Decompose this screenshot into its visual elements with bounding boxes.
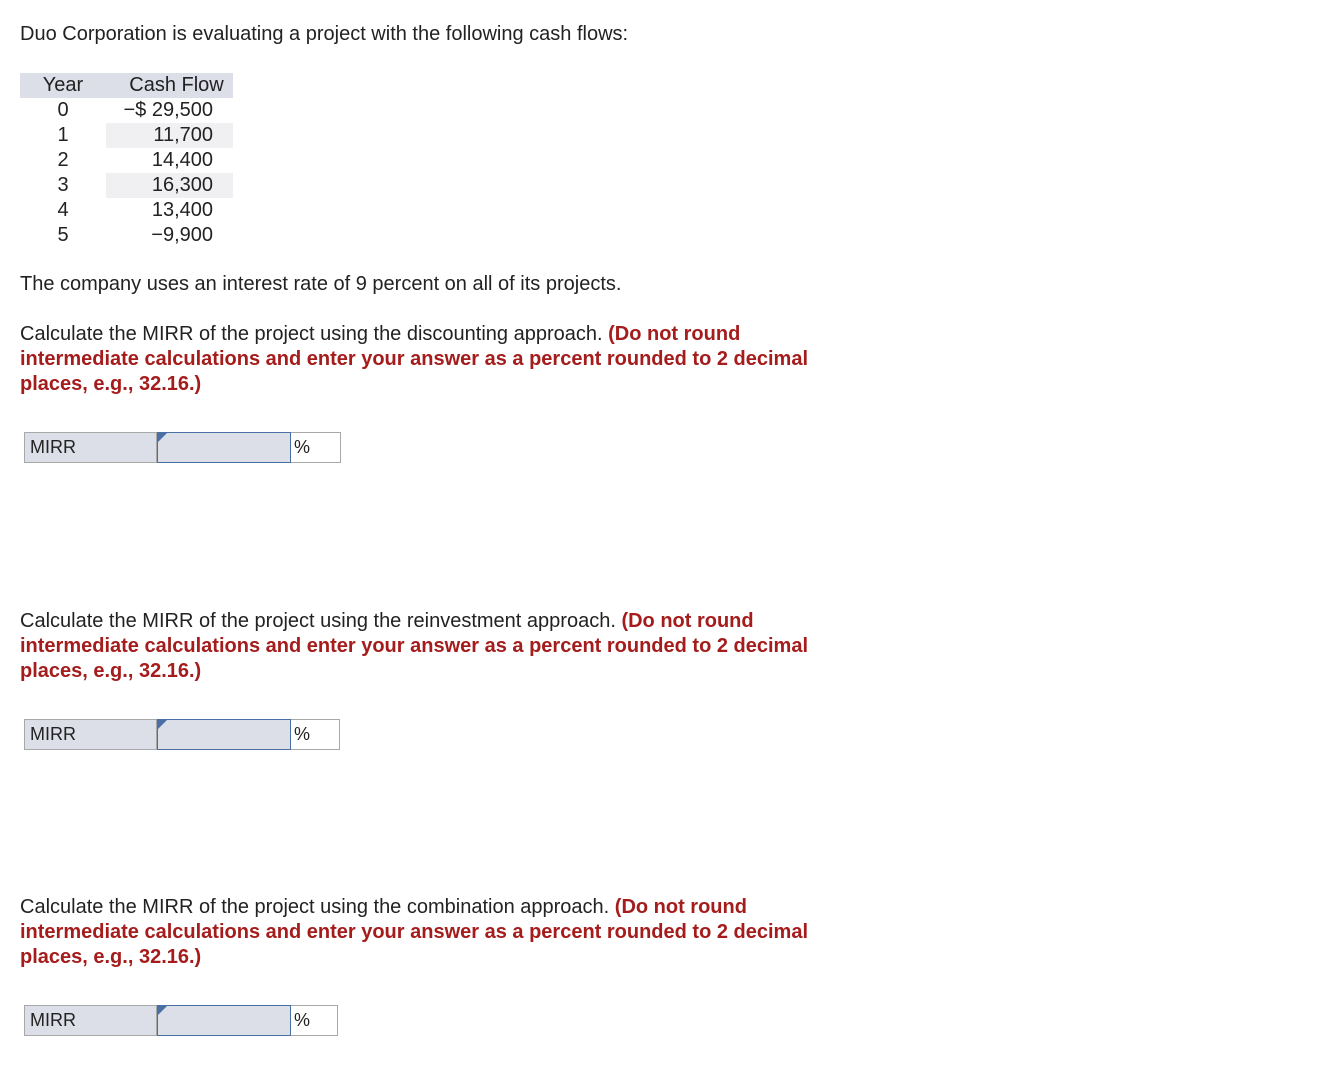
instruction-text: (Do not round xyxy=(621,610,754,632)
table-row xyxy=(20,148,233,173)
table-row xyxy=(20,223,233,248)
percent-unit: % xyxy=(291,719,340,750)
question-lead: Calculate the MIRR of the project using the reinvestment approach. xyxy=(20,610,616,632)
mirr-answer-row-reinvestment xyxy=(24,719,340,750)
instruction-text: (Do not round xyxy=(608,323,741,345)
instruction-text: intermediate calculations and enter your answer as a percent rounded to 2 decimal xyxy=(20,921,809,943)
mirr-answer-row-combination xyxy=(24,1005,338,1036)
question-lead: Calculate the MIRR of the project using the combination approach. xyxy=(20,896,610,918)
table-row xyxy=(20,98,233,123)
column-header-cash-flow: Cash Flow xyxy=(129,74,224,96)
mirr-input-reinvestment[interactable] xyxy=(157,719,291,750)
instruction-text: intermediate calculations and enter your answer as a percent rounded to 2 decimal xyxy=(20,348,809,370)
mirr-answer-row-discounting xyxy=(24,432,341,463)
percent-unit: % xyxy=(291,1005,338,1036)
cash-flow-cell: 14,400 xyxy=(151,149,213,171)
instruction-text: intermediate calculations and enter your answer as a percent rounded to 2 decimal xyxy=(20,635,809,657)
column-header-year: Year xyxy=(42,74,84,96)
question-lead: Calculate the MIRR of the project using the discounting approach. xyxy=(20,323,603,345)
mirr-label: MIRR xyxy=(24,1005,157,1036)
year-cell: 3 xyxy=(57,174,69,196)
question-combination xyxy=(20,895,808,970)
table-row xyxy=(20,198,233,223)
cash-flow-cell: −9,900 xyxy=(151,224,213,246)
cash-flow-cell: 13,400 xyxy=(151,199,213,221)
instruction-text: places, e.g., 32.16.) xyxy=(20,373,202,395)
year-cell: 5 xyxy=(57,224,69,246)
mirr-input-discounting[interactable] xyxy=(157,432,291,463)
year-cell: 2 xyxy=(57,149,69,171)
table-header-row xyxy=(20,73,233,98)
table-row xyxy=(20,173,233,198)
interest-rate-statement: The company uses an interest rate of 9 percent on all of its projects. xyxy=(20,273,622,295)
percent-unit: % xyxy=(291,432,341,463)
instruction-text: places, e.g., 32.16.) xyxy=(20,660,202,682)
problem-intro: Duo Corporation is evaluating a project with the following cash flows: xyxy=(20,23,629,45)
question-reinvestment xyxy=(20,609,808,684)
mirr-input-wrapper xyxy=(157,432,291,463)
mirr-input-combination[interactable] xyxy=(157,1005,291,1036)
cash-flow-cell: −$ 29,500 xyxy=(123,99,213,121)
year-cell: 0 xyxy=(57,99,69,121)
table-row xyxy=(20,123,233,148)
year-cell: 4 xyxy=(57,199,69,221)
cash-flow-cell: 16,300 xyxy=(106,173,233,198)
cash-flow-table xyxy=(20,73,233,248)
mirr-label: MIRR xyxy=(24,432,157,463)
cash-flow-cell: 11,700 xyxy=(106,123,233,148)
instruction-text: (Do not round xyxy=(614,896,747,918)
mirr-input-wrapper xyxy=(157,719,291,750)
question-discounting xyxy=(20,322,808,397)
year-cell: 1 xyxy=(57,124,69,146)
instruction-text: places, e.g., 32.16.) xyxy=(20,946,202,968)
mirr-label: MIRR xyxy=(24,719,157,750)
mirr-input-wrapper xyxy=(157,1005,291,1036)
